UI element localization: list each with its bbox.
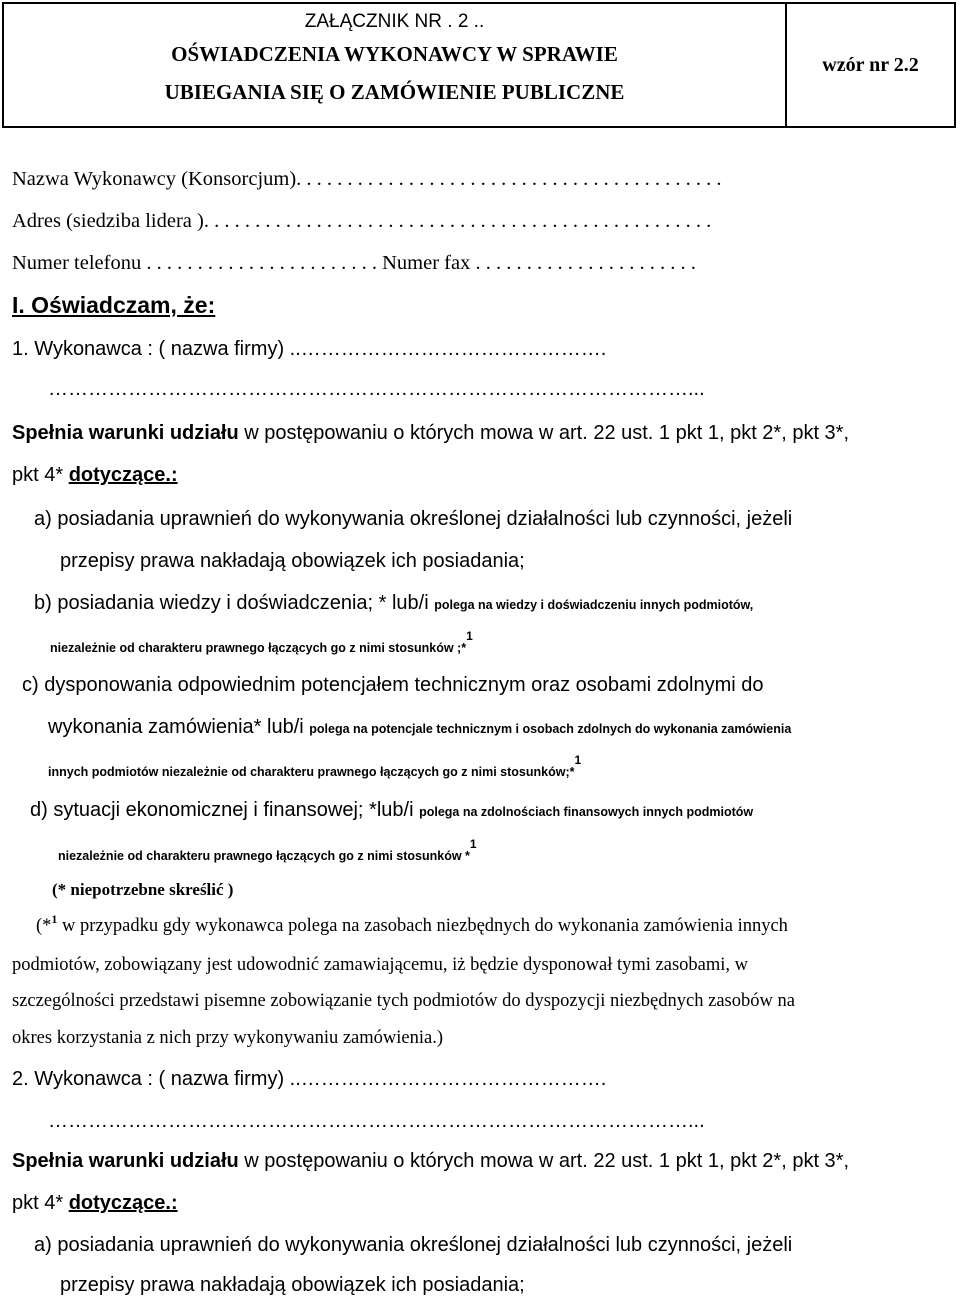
title-line-1: OŚWIADCZENIA WYKONAWCY W SPRAWIE (171, 42, 618, 66)
footnote-text-1: w przypadku gdy wykonawca polega na zasobach niezbędnych do wykonania zamówienia innych (57, 916, 788, 936)
contractor-1-label: 1. Wykonawca : ( nazwa firmy) ..………………………………………. (12, 338, 607, 360)
annex-label: ZAŁĄCZNIK NR . 2 .. (304, 11, 485, 32)
item-b-small-text-2: niezależnie od charakteru prawnego łączących go z nimi stosunków ;* (50, 641, 467, 655)
item-a2-line-1: a) posiadania uprawnień do wykonywania określonej działalności lub czynności, jeżeli (34, 1234, 793, 1256)
pkt4-label-2: pkt 4* (12, 1192, 69, 1214)
concerning-line-2 (12, 1192, 178, 1215)
footnote-open: (* (36, 916, 52, 936)
title-line-2: UBIEGANIA SIĘ O ZAMÓWIENIE PUBLICZNE (164, 80, 625, 104)
conditions-bold-2b: działu (182, 1150, 239, 1172)
contractor-2-continuation: ……………………………………………………………………………………... (48, 1110, 705, 1132)
item-b-line-1 (34, 592, 753, 615)
footnote-line-4: okres korzystania z nich przy wykonywaniu zamówienia.) (12, 1028, 444, 1048)
header-table (2, 2, 956, 128)
item-d-text: d) sytuacji ekonomicznej i finansowej; *lub/i (30, 799, 420, 821)
footnote-ref-b: 1 (466, 629, 473, 643)
item-d-line-2 (58, 837, 477, 866)
pkt4-label: pkt 4* (12, 464, 69, 486)
item-c-small-text: polega na potencjale technicznym i osobach zdolnych do wykonania zamówienia (309, 722, 792, 736)
conditions-rest-2: w postępowaniu o których mowa w art. 22 ust. 1 pkt 1, pkt 2*, pkt 3*, (238, 1150, 850, 1172)
section-heading: I. Oświadczam, że: (12, 292, 216, 318)
footnote-ref-d: 1 (469, 837, 477, 851)
item-d-small-text-2: niezależnie od charakteru prawnego łączących go z nimi stosunków * (58, 849, 470, 863)
item-b-small-text: polega na wiedzy i doświadczeniu innych podmiotów, (434, 598, 754, 612)
conditions-rest-1: w postępowaniu o których mowa w art. 22 ust. 1 pkt 1, pkt 2*, pkt 3*, (238, 422, 850, 444)
contractor-1-continuation: ……………………………………………………………………………………... (48, 378, 705, 400)
item-c-line-1: c) dysponowania odpowiednim potencjałem technicznym oraz osobami zdolnymi do (22, 674, 764, 696)
item-d-small-text: polega na zdolnościach finansowych innych podmiotów (419, 805, 754, 819)
conditions-bold-2a: Spełnia warunki u (12, 1150, 183, 1172)
item-a2-line-2: przepisy prawa nakładają obowiązek ich posiadania; (60, 1274, 525, 1296)
item-c-small-text-2: innych podmiotów niezależnie od charakteru prawnego łączących go z nimi stosunków;* (48, 765, 575, 779)
item-c-text: wykonania zamówienia* lub/i (48, 716, 310, 738)
concerning-line-1 (12, 464, 178, 487)
item-c-line-2 (48, 716, 791, 739)
footnote-line-2: podmiotów, zobowiązany jest udowodnić zamawiającemu, iż będzie dysponował tymi zasobami, w (12, 955, 749, 975)
footnote-line-3: szczególności przedstawi pisemne zobowiązanie tych podmiotów do dyspozycji niezbędnych zasobów na (12, 991, 795, 1011)
contractor-name-field: Nazwa Wykonawcy (Konsorcjum). . . . . . . . . . . . . . . . . . . . . . . . . . . . . . . . . . . . . . . . . . (12, 168, 722, 190)
item-b-line-2 (50, 629, 473, 658)
item-b-text: b) posiadania wiedzy i doświadczenia; * lub/i (34, 592, 435, 614)
footnote-ref-c: 1 (574, 753, 582, 767)
concerning-label-2: dotyczące.: (68, 1192, 178, 1214)
conditions-statement-1 (12, 422, 849, 445)
conditions-bold-1: Spełnia warunki udziału (12, 422, 239, 444)
footnote-line-1 (36, 912, 788, 937)
conditions-statement-2 (12, 1150, 849, 1173)
strike-note: (* niepotrzebne skreślić ) (52, 880, 234, 899)
address-field: Adres (siedziba lidera ). . . . . . . . . . . . . . . . . . . . . . . . . . . . . . . . . . . . . . . . . . . . . . . . . . (12, 210, 712, 232)
template-number: wzór nr 2.2 (822, 53, 919, 76)
concerning-label: dotyczące.: (68, 464, 178, 486)
phone-fax-field: Numer telefonu . . . . . . . . . . . . . . . . . . . . . . . Numer fax . . . . . . . . . . . . . . . . . . . . . . (12, 252, 696, 274)
contractor-2-label: 2. Wykonawca : ( nazwa firmy) ..………………………………………. (12, 1068, 607, 1090)
item-c-line-3 (48, 753, 582, 782)
item-a-line-2: przepisy prawa nakładają obowiązek ich posiadania; (60, 550, 525, 572)
footnote-mark: 1 (51, 912, 58, 926)
header-title-cell (4, 4, 787, 126)
item-a-line-1: a) posiadania uprawnień do wykonywania określonej działalności lub czynności, jeżeli (34, 508, 793, 530)
template-number-cell (787, 4, 954, 126)
item-d-line-1 (30, 799, 753, 822)
